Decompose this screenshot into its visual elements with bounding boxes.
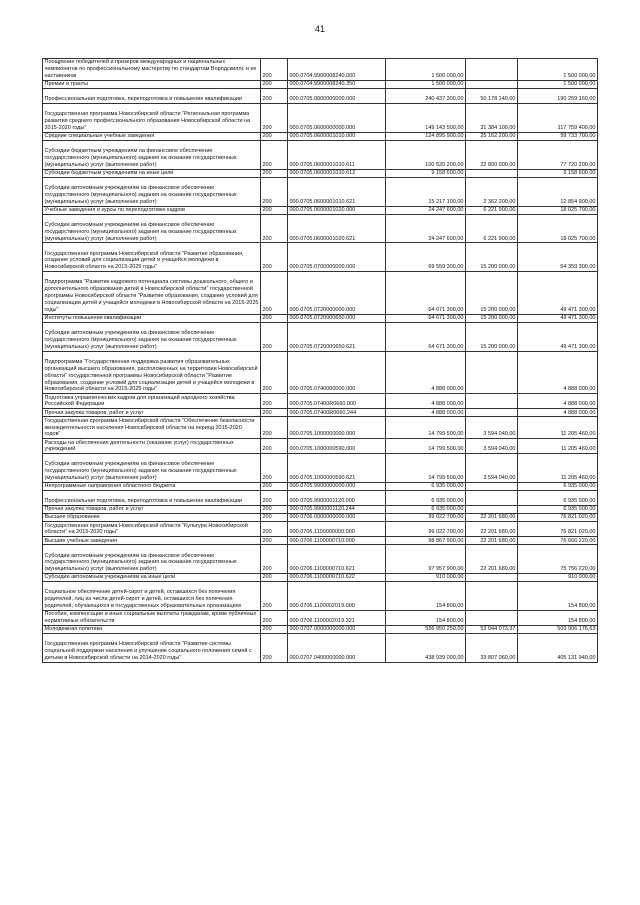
table-row	[43, 169, 598, 177]
row-amount-2-cell: 22 201 680,00	[466, 514, 518, 522]
row-amount-3-cell: 1 500 000,00	[518, 80, 598, 88]
row-amount-1-cell: 24 247 600,00	[386, 214, 466, 243]
table-row	[43, 214, 598, 243]
row-amount-2-cell	[466, 409, 518, 417]
table-row	[43, 243, 598, 272]
row-amount-3-cell: 11 205 460,00	[518, 454, 598, 483]
row-amount-1-cell: 99 022 700,00	[386, 514, 466, 522]
row-grbs-cell: 200	[261, 169, 288, 177]
row-code-cell: 000.0705.1000000000.000	[288, 417, 386, 439]
row-amount-3-cell: 1 500 000,00	[518, 59, 598, 81]
page-number: 41	[314, 24, 325, 34]
row-code-cell: 000.0706.1100002019.000	[288, 582, 386, 611]
row-name-cell: Непрограммные направления областного бюджета	[43, 483, 261, 491]
row-code-cell: 000.0705.0000000000.000	[288, 88, 386, 103]
row-grbs-cell: 200	[261, 514, 288, 522]
row-amount-2-cell: 15 200 000,00	[466, 322, 518, 351]
row-name-cell: Субсидии автономным учреждениям на финансовое обеспечение государственного (муниципального) задания на оказание государственных (муниципальных) услуг (выполнение работ)	[43, 454, 261, 483]
row-amount-2-cell: 22 201 680,00	[466, 545, 518, 574]
row-name-cell: Субсидии автономным учреждениям на финансовое обеспечение государственного (муниципального) задания на оказание государственных (муниципальных) услуг (выполнение работ)	[43, 214, 261, 243]
row-amount-2-cell: 15 200 000,00	[466, 314, 518, 322]
row-code-cell: 000.0705.0600001010.000	[288, 132, 386, 140]
row-grbs-cell: 200	[261, 272, 288, 315]
row-grbs-cell: 200	[261, 214, 288, 243]
row-name-cell: Государственная программа Новосибирской области "Региональная программа развития среднего профессионального образования Новосибирской области на 2015-2020 годы"	[43, 103, 261, 132]
row-amount-2-cell	[466, 169, 518, 177]
row-amount-1-cell: 556 950 250,00	[386, 626, 466, 634]
row-code-cell: 000.0705.9900001120.244	[288, 506, 386, 514]
budget-table	[42, 58, 598, 663]
table-row	[43, 634, 598, 663]
row-grbs-cell: 200	[261, 59, 288, 81]
table-row	[43, 272, 598, 315]
row-amount-1-cell: 14 799 500,00	[386, 417, 466, 439]
row-code-cell: 000.0705.0600001010.611	[288, 140, 386, 169]
table-row	[43, 491, 598, 506]
row-grbs-cell: 200	[261, 491, 288, 506]
row-name-cell: Подпрограмма "Государственная поддержка развития образовательных организаций высшего образования, расположенных на территории Новосибирской области" государственной программы Новосибирской области "Развитие образования, создание условий для социализации детей и учащейся молодежи в Новосибирской области на 2015-2025 годы"	[43, 351, 261, 394]
table-row	[43, 80, 598, 88]
row-code-cell: 000.0705.0740000000.000	[288, 351, 386, 394]
row-amount-1-cell: 64 671 300,00	[386, 272, 466, 315]
row-amount-2-cell	[466, 611, 518, 626]
row-name-cell: Государственная программа Новосибирской области "Развитие системы социальной поддержки населения и улучшение социального положения семей с детьми в Новосибирской области на 2014-2020 годы"	[43, 634, 261, 663]
row-amount-2-cell: 3 594 040,00	[466, 417, 518, 439]
row-amount-2-cell: 22 201 680,00	[466, 537, 518, 545]
row-amount-1-cell: 15 217 100,00	[386, 177, 466, 206]
row-amount-1-cell: 6 935 000,00	[386, 483, 466, 491]
row-name-cell: Прочая закупка товаров, работ и услуг	[43, 409, 261, 417]
row-amount-2-cell: 53 044 073,37	[466, 626, 518, 634]
table-row	[43, 88, 598, 103]
row-amount-2-cell	[466, 351, 518, 394]
row-amount-2-cell: 31 384 100,00	[466, 103, 518, 132]
row-amount-2-cell: 22 201 680,00	[466, 522, 518, 537]
row-amount-1-cell: 1 500 000,00	[386, 59, 466, 81]
row-code-cell: 000.0705.07400R0660.000	[288, 394, 386, 409]
row-code-cell: 000.0705.0600001020.000	[288, 206, 386, 214]
row-grbs-cell: 200	[261, 582, 288, 611]
row-amount-1-cell: 154 800,00	[386, 611, 466, 626]
row-grbs-cell: 200	[261, 506, 288, 514]
row-name-cell: Пособия, компенсации и иные социальные выплаты гражданам, кроме публичных нормативных обязательств	[43, 611, 261, 626]
row-amount-2-cell: 15 200 000,00	[466, 272, 518, 315]
row-amount-3-cell: 154 800,00	[518, 582, 598, 611]
row-name-cell: Субсидии бюджетным учреждениям на иные цели	[43, 169, 261, 177]
row-name-cell: Государственная программа Новосибирской области "Развитие образования, создание условий для социализации детей и учащейся молодежи в Новосибирской области на 2015-2025 годы"	[43, 243, 261, 272]
row-grbs-cell: 200	[261, 409, 288, 417]
row-code-cell: 000.0705.1000000590.000	[288, 439, 386, 454]
row-amount-3-cell: 190 259 160,00	[518, 88, 598, 103]
budget-table-body	[43, 59, 598, 663]
row-amount-1-cell: 100 520 200,00	[386, 140, 466, 169]
row-amount-1-cell: 124 895 900,00	[386, 132, 466, 140]
table-row	[43, 351, 598, 394]
row-amount-2-cell	[466, 506, 518, 514]
table-row	[43, 537, 598, 545]
row-amount-1-cell: 149 143 500,00	[386, 103, 466, 132]
table-row	[43, 409, 598, 417]
row-amount-3-cell: 76 666 220,00	[518, 537, 598, 545]
row-amount-2-cell: 33 807 060,00	[466, 634, 518, 663]
row-amount-2-cell	[466, 80, 518, 88]
row-amount-3-cell: 6 935 000,00	[518, 506, 598, 514]
row-name-cell: Расходы на обеспечение деятельности (оказание услуг) государственных учреждений	[43, 439, 261, 454]
row-amount-1-cell: 98 867 900,00	[386, 537, 466, 545]
row-code-cell: 000.0704.9900008240.000	[288, 59, 386, 81]
row-name-cell: Средние специальные учебные заведения	[43, 132, 261, 140]
row-amount-3-cell: 154 800,00	[518, 611, 598, 626]
row-name-cell: Высшее образование	[43, 514, 261, 522]
row-code-cell: 000.0704.9900008240.350	[288, 80, 386, 88]
row-amount-3-cell: 99 733 700,00	[518, 132, 598, 140]
row-amount-3-cell: 12 854 900,00	[518, 177, 598, 206]
row-grbs-cell: 200	[261, 243, 288, 272]
row-name-cell: Высшие учебные заведения	[43, 537, 261, 545]
table-row	[43, 59, 598, 81]
table-row	[43, 439, 598, 454]
row-amount-1-cell: 1 500 000,00	[386, 80, 466, 88]
row-grbs-cell: 200	[261, 522, 288, 537]
row-amount-2-cell	[466, 394, 518, 409]
row-amount-1-cell: 24 247 600,00	[386, 206, 466, 214]
row-amount-1-cell: 69 559 300,00	[386, 243, 466, 272]
row-amount-3-cell: 76 821 020,00	[518, 514, 598, 522]
row-amount-1-cell: 64 671 300,00	[386, 314, 466, 322]
row-amount-3-cell: 11 205 460,00	[518, 417, 598, 439]
table-row	[43, 514, 598, 522]
row-name-cell: Подготовка управленческих кадров для организаций народного хозяйства Российской Федерации	[43, 394, 261, 409]
row-name-cell: Субсидии бюджетным учреждениям на финансовое обеспечение государственного (муниципального) задания на оказание государственных (муниципальных) услуг (выполнение работ)	[43, 140, 261, 169]
row-name-cell: Государственная программа Новосибирской области "Обеспечение безопасности жизнедеятельности населения Новосибирской области на период 2015-2020 годов"	[43, 417, 261, 439]
row-amount-3-cell: 405 131 940,00	[518, 634, 598, 663]
row-grbs-cell: 200	[261, 483, 288, 491]
table-row	[43, 314, 598, 322]
row-amount-1-cell: 240 437 300,00	[386, 88, 466, 103]
row-grbs-cell: 200	[261, 132, 288, 140]
row-name-cell: Профессиональная подготовка, переподготовка и повышение квалификации	[43, 491, 261, 506]
row-code-cell: 000.0705.0700000000.000	[288, 243, 386, 272]
row-code-cell: 000.0705.0600000000.000	[288, 103, 386, 132]
row-amount-3-cell: 4 888 000,00	[518, 409, 598, 417]
row-name-cell: Молодежная политика	[43, 626, 261, 634]
table-row	[43, 483, 598, 491]
row-code-cell: 000.0705.0720000650.621	[288, 322, 386, 351]
row-amount-2-cell: 50 178 140,00	[466, 88, 518, 103]
row-grbs-cell: 200	[261, 394, 288, 409]
row-name-cell: Субсидии автономным учреждениям на финансовое обеспечение государственного (муниципального) задания на оказание государственных (муниципальных) услуг (выполнение работ)	[43, 322, 261, 351]
row-amount-3-cell: 117 759 400,00	[518, 103, 598, 132]
row-amount-3-cell: 11 205 460,00	[518, 439, 598, 454]
row-code-cell: 000.0706.1100000710.621	[288, 545, 386, 574]
row-amount-2-cell	[466, 574, 518, 582]
row-amount-2-cell	[466, 483, 518, 491]
row-name-cell: Поощрение победителей и призеров международных и национальных чемпионатов по профессиональному мастерству по стандартам Ворлдскиллс и их наставников	[43, 59, 261, 81]
row-amount-1-cell: 6 935 000,00	[386, 491, 466, 506]
row-amount-3-cell: 54 359 300,00	[518, 243, 598, 272]
table-row	[43, 545, 598, 574]
row-amount-3-cell: 6 935 000,00	[518, 491, 598, 506]
row-name-cell: Субсидии автономным учреждениям на финансовое обеспечение государственного (муниципального) задания на оказание государственных (муниципальных) услуг (выполнение работ)	[43, 177, 261, 206]
table-row	[43, 574, 598, 582]
table-row	[43, 140, 598, 169]
row-amount-1-cell: 64 671 300,00	[386, 322, 466, 351]
table-row	[43, 206, 598, 214]
row-amount-3-cell: 49 471 300,00	[518, 272, 598, 315]
row-grbs-cell: 200	[261, 611, 288, 626]
row-grbs-cell: 200	[261, 351, 288, 394]
table-row	[43, 394, 598, 409]
row-amount-2-cell	[466, 59, 518, 81]
row-amount-2-cell	[466, 582, 518, 611]
row-amount-3-cell: 49 471 300,00	[518, 314, 598, 322]
table-row	[43, 522, 598, 537]
row-grbs-cell: 200	[261, 88, 288, 103]
row-amount-3-cell: 18 025 700,00	[518, 214, 598, 243]
row-name-cell: Премии и гранты	[43, 80, 261, 88]
row-amount-2-cell: 15 200 000,00	[466, 243, 518, 272]
row-amount-3-cell: 4 888 000,00	[518, 394, 598, 409]
row-code-cell: 000.0707.0400000000.000	[288, 634, 386, 663]
row-name-cell: Субсидии автономным учреждениям на иные цели	[43, 574, 261, 582]
row-code-cell: 000.0705.0600001020.621	[288, 214, 386, 243]
row-name-cell: Государственная программа Новосибирской области "Культура Новосибирской области" на 2015-2020 годы"	[43, 522, 261, 537]
row-code-cell: 000.0706.1100000000.000	[288, 522, 386, 537]
row-code-cell: 000.0706.1100000710.000	[288, 537, 386, 545]
row-amount-2-cell	[466, 491, 518, 506]
row-grbs-cell: 200	[261, 417, 288, 439]
row-amount-1-cell: 4 888 000,00	[386, 394, 466, 409]
table-row	[43, 103, 598, 132]
table-row	[43, 177, 598, 206]
row-grbs-cell: 200	[261, 177, 288, 206]
row-code-cell: 000.0706.1100002019.321	[288, 611, 386, 626]
row-amount-2-cell: 2 362 200,00	[466, 177, 518, 206]
table-row	[43, 454, 598, 483]
row-grbs-cell: 200	[261, 545, 288, 574]
row-grbs-cell: 200	[261, 103, 288, 132]
row-code-cell: 000.0705.1000000590.621	[288, 454, 386, 483]
row-grbs-cell: 200	[261, 454, 288, 483]
row-amount-3-cell: 503 906 176,63	[518, 626, 598, 634]
table-row	[43, 611, 598, 626]
row-amount-3-cell: 75 756 220,00	[518, 545, 598, 574]
row-grbs-cell: 200	[261, 80, 288, 88]
row-amount-2-cell: 6 221 900,00	[466, 206, 518, 214]
row-amount-1-cell: 97 957 900,00	[386, 545, 466, 574]
row-amount-1-cell: 4 888 000,00	[386, 351, 466, 394]
row-name-cell: Социальное обеспечение детей-сирот и детей, оставшихся без попечения родителей, лиц из числа детей-сирот и детей, оставшихся без попечения родителей, обучающихся в государственных образовательных организациях	[43, 582, 261, 611]
row-code-cell: 000.0707.0000000000.000	[288, 626, 386, 634]
row-grbs-cell: 200	[261, 314, 288, 322]
row-code-cell: 000.0705.0720000000.000	[288, 272, 386, 315]
row-code-cell: 000.0706.1100000710.622	[288, 574, 386, 582]
row-amount-3-cell: 9 158 600,00	[518, 169, 598, 177]
row-amount-3-cell: 6 935 000,00	[518, 483, 598, 491]
row-grbs-cell: 200	[261, 439, 288, 454]
row-amount-3-cell: 49 471 300,00	[518, 322, 598, 351]
row-name-cell: Профессиональная подготовка, переподготовка и повышение квалификации	[43, 88, 261, 103]
row-amount-3-cell: 4 888 000,00	[518, 351, 598, 394]
row-code-cell: 000.0705.07400R0660.244	[288, 409, 386, 417]
row-grbs-cell: 200	[261, 634, 288, 663]
table-row	[43, 506, 598, 514]
row-amount-1-cell: 154 800,00	[386, 582, 466, 611]
row-amount-1-cell: 6 935 000,00	[386, 506, 466, 514]
row-amount-2-cell: 3 594 040,00	[466, 439, 518, 454]
row-grbs-cell: 200	[261, 140, 288, 169]
row-code-cell: 000.0705.0600001010.612	[288, 169, 386, 177]
row-amount-1-cell: 4 888 000,00	[386, 409, 466, 417]
row-name-cell: Субсидии автономным учреждениям на финансовое обеспечение государственного (муниципального) задания на оказание государственных (муниципальных) услуг (выполнение работ)	[43, 545, 261, 574]
table-row	[43, 322, 598, 351]
row-amount-2-cell: 22 800 000,00	[466, 140, 518, 169]
row-grbs-cell: 200	[261, 626, 288, 634]
row-amount-3-cell: 910 000,00	[518, 574, 598, 582]
table-row	[43, 417, 598, 439]
row-grbs-cell: 200	[261, 322, 288, 351]
row-grbs-cell: 200	[261, 574, 288, 582]
row-code-cell: 000.0706.0000000000.000	[288, 514, 386, 522]
row-amount-1-cell: 438 939 000,00	[386, 634, 466, 663]
row-amount-3-cell: 18 025 700,00	[518, 206, 598, 214]
row-name-cell: Учебные заведения и курсы по переподготовке кадров	[43, 206, 261, 214]
row-amount-2-cell: 3 594 040,00	[466, 454, 518, 483]
row-name-cell: Прочая закупка товаров, работ и услуг	[43, 506, 261, 514]
row-amount-3-cell: 76 821 020,00	[518, 522, 598, 537]
row-code-cell: 000.0705.9900001120.000	[288, 491, 386, 506]
row-amount-2-cell: 6 221 900,00	[466, 214, 518, 243]
table-row	[43, 582, 598, 611]
row-code-cell: 000.0705.9900000000.000	[288, 483, 386, 491]
row-amount-1-cell: 99 022 700,00	[386, 522, 466, 537]
table-row	[43, 626, 598, 634]
row-amount-1-cell: 910 000,00	[386, 574, 466, 582]
row-grbs-cell: 200	[261, 537, 288, 545]
row-name-cell: Институты повышения квалификации	[43, 314, 261, 322]
table-row	[43, 132, 598, 140]
row-amount-2-cell: 25 162 200,00	[466, 132, 518, 140]
row-code-cell: 000.0705.0720000650.000	[288, 314, 386, 322]
row-code-cell: 000.0705.0600001010.621	[288, 177, 386, 206]
row-grbs-cell: 200	[261, 206, 288, 214]
row-amount-1-cell: 14 799 500,00	[386, 439, 466, 454]
row-amount-1-cell: 9 158 600,00	[386, 169, 466, 177]
row-name-cell: Подпрограмма "Развитие кадрового потенциала системы дошкольного, общего и дополнительного образования детей в Новосибирской области" государственной программы Новосибирской области "Развитие образования, создание условий для социализации детей и учащейся молодежи в Новосибирской области на 2015-2025 годы"	[43, 272, 261, 315]
row-amount-3-cell: 77 720 200,00	[518, 140, 598, 169]
row-amount-1-cell: 14 799 500,00	[386, 454, 466, 483]
